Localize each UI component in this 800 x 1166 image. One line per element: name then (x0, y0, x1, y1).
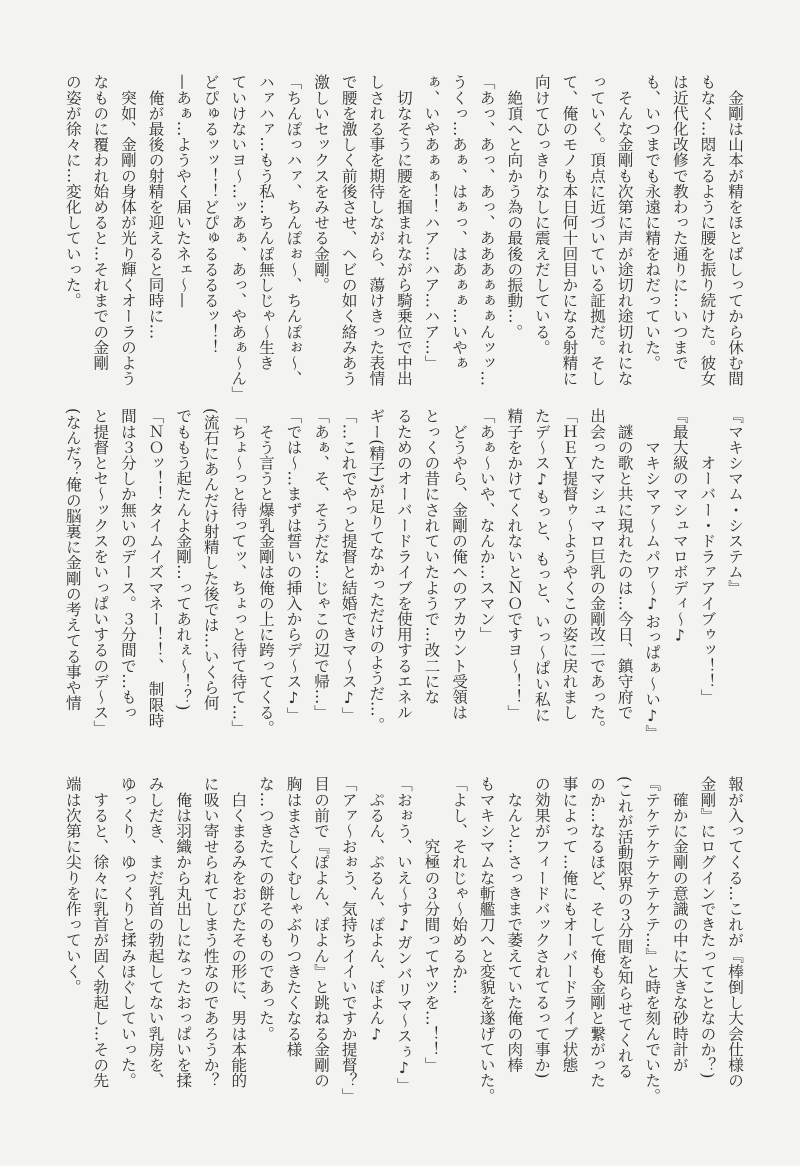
text-column: マキシマァ〜ムパワ〜♪おっぱぁ〜い♪』 (643, 408, 662, 741)
text-column: みしだき、まだ乳首の勃起してない乳房を、 (146, 776, 165, 1088)
text-column: そう言うと爆乳金剛は俺の上に跨ってくる。 (256, 408, 275, 736)
text-column: そんな金剛も次第に声が途切れ途切れにな (615, 74, 634, 386)
text-column: 激しいセックスをみせる金剛。 (312, 74, 331, 293)
text-column: もマキシマムな斬艦刀へと変貌を遂げていた。 (477, 776, 496, 1104)
text-block-middle (48, 408, 748, 744)
text-column: 金剛は山本が精をほとばしってから休む間 (726, 74, 744, 386)
text-column: ぁ、いやあぁぁ！！ハア…ハア…ハア…」 (422, 74, 441, 371)
text-column: 白くまるみをおびたその形に、男は本能的 (229, 776, 248, 1088)
text-column: ハァハァ…もう私…ちんぽ無しじゃ〜生き (256, 74, 275, 371)
text-column: の姿が徐々に…変化していった。 (63, 74, 82, 308)
text-column: 絶頂へと向かう為の最後の振動…。 (505, 74, 524, 340)
text-column: るためのオーバードライブを使用するエネル (394, 408, 413, 720)
text-column: とっくの昔にされていたようで…改二にな (422, 408, 441, 705)
text-column: (これが活動限界の３分間を知らせてくれる (615, 776, 634, 1079)
text-column: すると、徐々に乳首が固く勃起し…その先 (91, 776, 110, 1088)
text-column: て、俺のモノも本日何十回目かになる射精に (560, 74, 579, 386)
text-column: な…つきたての餅そのものであった。 (256, 776, 275, 1042)
text-column: 「では〜…まずは誓いの挿入からデ〜ス♪」 (284, 408, 303, 723)
text-column: のか…なるほど、そして俺も金剛と繋がった (588, 776, 607, 1088)
text-column: 「ちんぽっハァ、ちんぽぉ〜、ちんぽぉ〜、 (284, 74, 303, 386)
text-column: 向けてひっきりなしに震えだしている。 (532, 74, 551, 355)
text-column: 究極の３分間ってヤツを…！！」 (422, 776, 441, 1073)
text-column: 『マキシマム・システム』 (726, 408, 744, 596)
text-column: 「ＨＥＹ提督ゥ〜ようやくこの姿に戻れまし (560, 408, 579, 720)
text-column: に吸い寄せられてしまう性なのであろうか？ (201, 776, 220, 1088)
text-column: (なんだ？俺の脳裏に金剛の考えてる事や情 (63, 408, 82, 711)
text-column: 「あぁ〜いや、なんか…スマン」 (477, 408, 496, 642)
text-column: 『テケテケテケテケテ…』と時を刻んでいた。 (643, 776, 662, 1104)
text-column: 俺は羽織から丸出しになったおっぱいを揉 (174, 776, 193, 1088)
text-column: 間は３分しか無いのデース。３分間で…もっ (118, 408, 137, 720)
text-column: は近代化改修で教わった通りに…いつまで (670, 74, 689, 371)
text-column: 報が入ってくる…これが『棒倒し大会仕様の (726, 776, 744, 1088)
text-column: どぴゅるッッ！！どぴゅるるるるッ！！ (201, 74, 220, 355)
text-column: 「アァ〜おぉう、気持ちイイいですか提督？」 (339, 776, 358, 1104)
text-column: うくっ…あぁ、はぁっ、はあぁぁ…いやぁ (450, 74, 469, 371)
text-column: と提督とセ〜ックスをいっぱいするのデ〜ス」 (91, 408, 110, 736)
text-column: ぷるん、ぷるん、ぽよん、ぽよん♪ (367, 776, 386, 1044)
text-column: 胸はまさしくむしゃぶりつきたくなる様 (284, 776, 303, 1057)
text-column: (流石にあんだけ射精した後では…いくら何 (201, 408, 220, 711)
text-column: なものに覆われ始めると…それまでの金剛 (91, 74, 110, 371)
text-column: もなく…悶えるように腰を振り続けた。彼女 (698, 74, 717, 386)
text-column: っていく。頂点に近づいている証拠だ。そし (588, 74, 607, 386)
text-column: オーバー・ドラァアイブゥッ！！」 (698, 408, 717, 705)
text-column: しされる事を期待しながら、蕩けきった表情 (367, 74, 386, 386)
text-column: 謎の歌と共に現れたのは…今日、鎮守府で (615, 408, 634, 720)
text-column: 突如、金剛の身体が光り輝くオーラのよう (118, 74, 137, 386)
text-column: 「よし、それじゃ〜始めるか… (450, 776, 469, 995)
text-column: 「あぁ、そ、そうだな…じゃこの辺で帰…」 (312, 408, 331, 720)
text-column: の効果がフィードバックされてるって事か) (532, 776, 551, 1079)
text-column: 精子をかけてくれないとＮＯですヨ〜！！」 (505, 408, 524, 720)
text-column: たデ〜ス♪もっと、もっと、いっ〜ぱい私に (532, 408, 551, 723)
text-column: ゆっくり、ゆっくりと揉みほぐしていった。 (118, 776, 137, 1088)
text-block-top (48, 74, 748, 402)
text-column: 確かに金剛の意識の中に大きな砂時計が (670, 776, 689, 1073)
text-column: でももう起たんよ金剛…ってあれぇ〜！？) (174, 408, 193, 711)
text-column: で腰を激しく前後させ、ヘビの如く絡みあう (339, 74, 358, 386)
text-column: なんと…さっきまで萎えていた俺の肉棒 (505, 776, 524, 1073)
text-column: 「おぉう、いえ〜す♪ガンバリマ〜スぅ♪」 (394, 776, 413, 1093)
text-block-bottom (48, 776, 748, 1106)
text-column: 『最大級のマシュマロボディ〜♪ (670, 408, 689, 645)
text-column: 「ちょ〜っと待ってッ、ちょっと待て待て…」 (229, 408, 248, 736)
text-column: 俺が最後の射精を迎えると同時に… (146, 74, 165, 340)
text-column: 事によって…俺にもオーバードライブ状態 (560, 776, 579, 1073)
text-column: 「…これでやっと提督と結婚できマ〜ス♪」 (339, 408, 358, 723)
text-column: 金剛』にログインできたってことなのか？) (698, 776, 717, 1079)
text-column: 「あっ、あっ、あっ、あああぁぁぁんッッ… (477, 74, 496, 386)
text-column: —あぁ…ようやく届いたネェ〜— (174, 74, 193, 308)
text-column: ギー(精子)が足りてなかっただけのようだ…。 (367, 408, 386, 733)
text-column: 端は次第に尖りを作っていく。 (63, 776, 82, 995)
text-column: どうやら、金剛の俺へのアカウント受領は (450, 408, 469, 720)
text-column: 「ＮＯッ！！タイムイズマネー！！、 制限時 (146, 408, 165, 728)
text-column: 切なそうに腰を掴まれながら騎乗位で中出 (394, 74, 413, 386)
text-column: 出会ったマシュマロ巨乳の金剛改二であった。 (588, 408, 607, 736)
text-column: 目の前で『ぽよん、ぽよん』と跳ねる金剛の (312, 776, 331, 1088)
text-column: も、いつまでも永遠に精をねだっていた。 (643, 74, 662, 371)
text-column: ていけないヨ〜…ッあぁ、あっ、やあぁ〜ん」 (229, 74, 248, 402)
